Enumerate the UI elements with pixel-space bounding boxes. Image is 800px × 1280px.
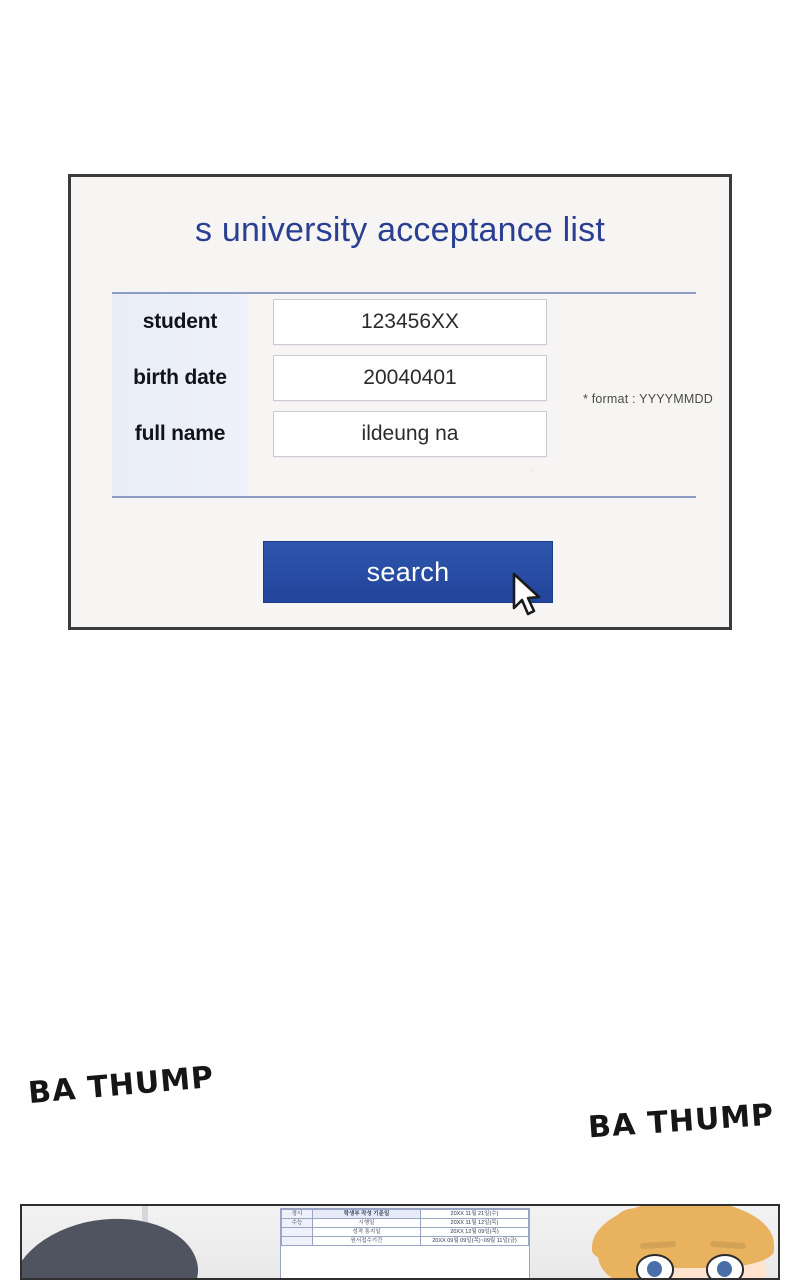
table-row — [282, 1228, 529, 1237]
search-button[interactable]: search — [263, 541, 553, 603]
schedule-category-1: 수능 — [282, 1219, 313, 1228]
form-bottom-divider — [112, 496, 696, 498]
form-row-full-name — [112, 406, 696, 462]
pupil — [647, 1261, 662, 1277]
schedule-item-2: 성적 통지일 — [313, 1228, 421, 1237]
schedule-category-0: 정시 — [282, 1210, 313, 1219]
form-row-student — [112, 294, 696, 350]
schedule-date-0: 20XX 11월 21일(수) — [421, 1210, 529, 1219]
schedule-date-1: 20XX 11월 12일(목) — [421, 1219, 529, 1228]
mouse-pointer-icon — [511, 572, 545, 618]
table-row — [282, 1210, 529, 1219]
table-row — [282, 1237, 529, 1246]
sfx-ba-thump-left: BA THUMP — [26, 1059, 216, 1112]
schedule-item-3: 원서접수기간 — [313, 1237, 421, 1246]
schedule-document — [280, 1208, 530, 1280]
character-right-eye-right — [706, 1254, 744, 1280]
birth-date-format-hint: * format : YYYYMMDD — [583, 392, 713, 406]
schedule-category-2 — [282, 1228, 313, 1237]
table-row — [282, 1219, 529, 1228]
label-student: student — [142, 310, 218, 333]
label-birth-date: birth date — [133, 366, 227, 389]
full-name-input[interactable]: ildeung na — [273, 411, 547, 457]
schedule-date-2: 20XX 12월 09일(목) — [421, 1228, 529, 1237]
schedule-item-0: 학생부 작성 기준일 — [313, 1210, 421, 1219]
schedule-date-3: 20XX 09월 09일(목)~09월 11일(금) — [421, 1237, 529, 1246]
schedule-table — [281, 1209, 529, 1246]
schedule-item-1: 시행일 — [313, 1219, 421, 1228]
page-title: s university acceptance list — [195, 211, 605, 249]
schedule-category-3 — [282, 1237, 313, 1246]
bottom-comic-panel — [20, 1204, 780, 1280]
birth-date-input[interactable]: 20040401 — [273, 355, 547, 401]
acceptance-search-window — [68, 174, 732, 630]
sfx-ba-thump-right: BA THUMP — [587, 1097, 776, 1146]
pupil — [717, 1261, 732, 1277]
form-rows — [112, 294, 696, 462]
student-id-input[interactable]: 123456XX — [273, 299, 547, 345]
label-full-name: full name — [134, 422, 226, 445]
character-right-eye-left — [636, 1254, 674, 1280]
